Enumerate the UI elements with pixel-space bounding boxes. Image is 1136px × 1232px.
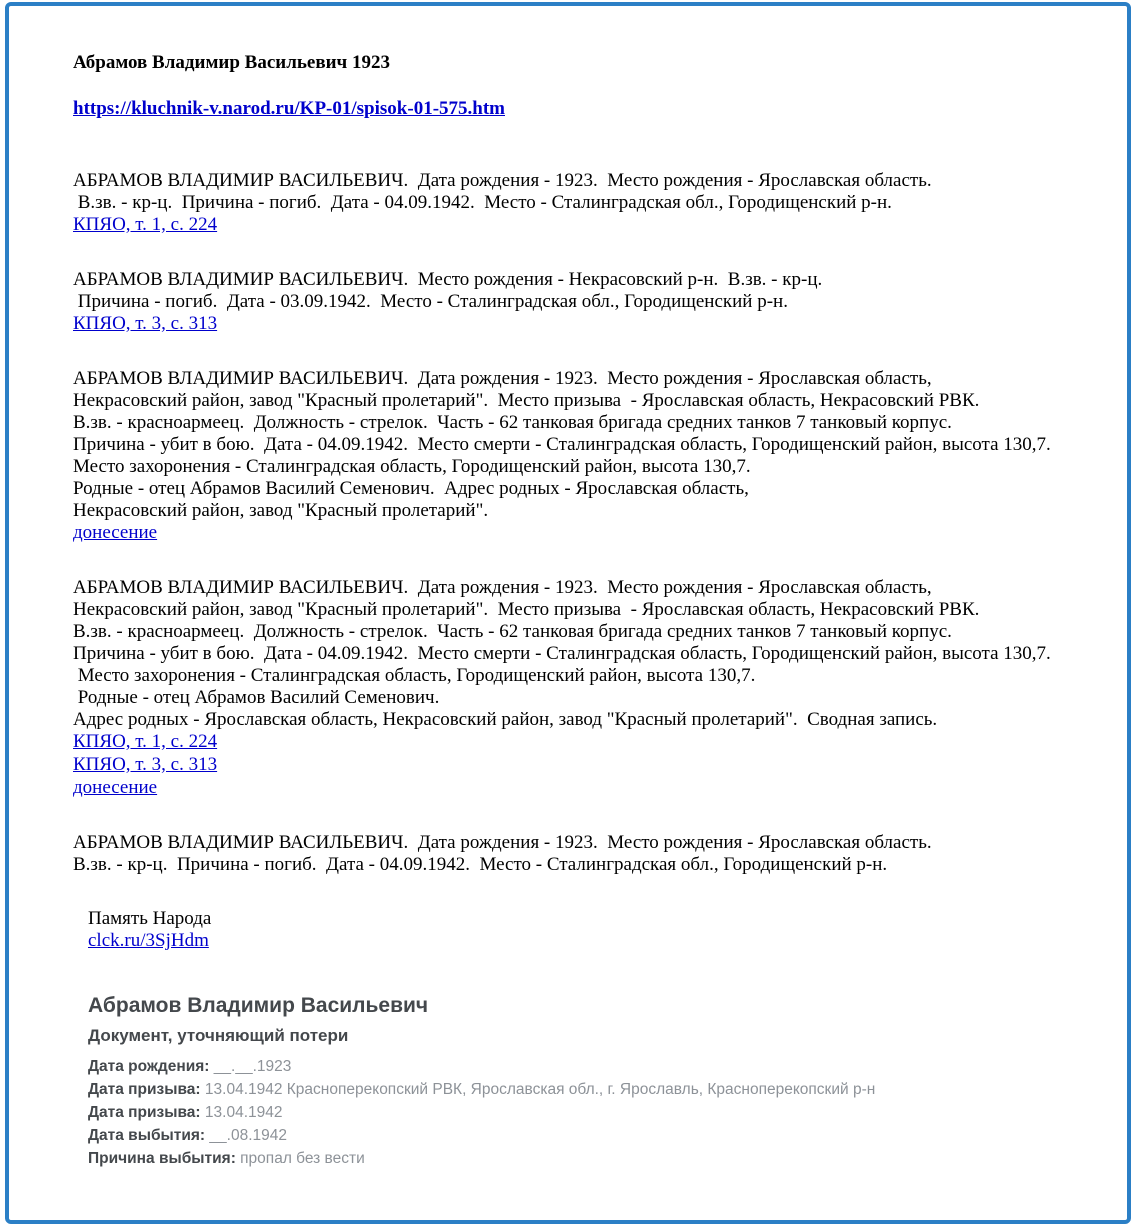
record-link-row	[73, 522, 1126, 545]
record	[73, 269, 1126, 336]
card-field-row	[88, 1078, 1126, 1101]
card-field-row	[88, 1147, 1126, 1170]
record-line: АБРАМОВ ВЛАДИМИР ВАСИЛЬЕВИЧ. Место рождения - Некрасовский р-н. В.зв. - кр-ц.	[73, 269, 823, 290]
record-line: Родные - отец Абрамов Василий Семенович. Адрес родных - Ярославская область,	[73, 478, 749, 499]
record-link-row	[73, 754, 1126, 777]
card-name: Абрамов Владимир Васильевич	[88, 994, 429, 1017]
record	[73, 577, 1126, 800]
record-line: Причина - убит в бою. Дата - 04.09.1942. Место смерти - Сталинградская область, Городищенский район, высота 130,7.	[73, 643, 1051, 664]
record-line: В.зв. - красноармеец. Должность - стрелок. Часть - 62 танковая бригада средних танков 7 танковый корпус.	[73, 412, 952, 433]
card-field-value: __.__.1923	[209, 1058, 292, 1075]
card-field-label: Дата рождения:	[88, 1058, 210, 1075]
card-fields	[88, 1055, 1126, 1170]
card-field-label: Дата выбытия:	[88, 1127, 206, 1144]
person-card	[88, 993, 1126, 1170]
record-link-row	[73, 313, 1126, 336]
record-link-row	[73, 214, 1126, 237]
record-line: Причина - погиб. Дата - 03.09.1942. Место - Сталинградская обл., Городищенский р-н.	[73, 291, 788, 312]
record	[73, 832, 1126, 876]
record-line: АБРАМОВ ВЛАДИМИР ВАСИЛЬЕВИЧ. Дата рождения - 1923. Место рождения - Ярославская область.	[73, 832, 932, 853]
record-link[interactable]: КПЯО, т. 1, с. 224	[73, 214, 218, 235]
card-field-value: пропал без вести	[235, 1150, 365, 1167]
record-line: Родные - отец Абрамов Василий Семенович.	[73, 687, 440, 708]
record-link[interactable]: КПЯО, т. 3, с. 313	[73, 313, 218, 334]
records-list	[73, 170, 1126, 876]
record-line: Адрес родных - Ярославская область, Некрасовский район, завод "Красный пролетарий". Сводная запись.	[73, 709, 938, 730]
record-line: В.зв. - красноармеец. Должность - стрелок. Часть - 62 танковая бригада средних танков 7 танковый корпус.	[73, 621, 952, 642]
record-line: Некрасовский район, завод "Красный пролетарий". Место призыва - Ярославская область, Некрасовский РВК.	[73, 599, 980, 620]
memory-section	[88, 908, 1126, 953]
card-field-label: Дата призыва:	[88, 1081, 201, 1098]
memory-link[interactable]: clck.ru/3SjHdm	[88, 930, 209, 951]
card-field-value: 13.04.1942	[200, 1104, 283, 1121]
record-line: Место захоронения - Сталинградская область, Городищенский район, высота 130,7.	[73, 665, 756, 686]
record-link-row	[73, 731, 1126, 754]
record-link-row	[73, 777, 1126, 800]
record-line: Некрасовский район, завод "Красный пролетарий".	[73, 500, 489, 521]
record	[73, 368, 1126, 545]
record-link[interactable]: КПЯО, т. 1, с. 224	[73, 731, 218, 752]
card-field-value: __.08.1942	[205, 1127, 287, 1144]
record	[73, 170, 1126, 237]
record-link[interactable]: донесение	[73, 522, 158, 543]
card-field-label: Причина выбытия:	[88, 1150, 236, 1167]
card-field-label: Дата призыва:	[88, 1104, 201, 1121]
card-field-row	[88, 1124, 1126, 1147]
card-field-row	[88, 1055, 1126, 1078]
record-line: В.зв. - кр-ц. Причина - погиб. Дата - 04.09.1942. Место - Сталинградская обл., Городищенский р-н.	[73, 854, 888, 875]
record-line: В.зв. - кр-ц. Причина - погиб. Дата - 04.09.1942. Место - Сталинградская обл., Городищенский р-н.	[73, 192, 892, 213]
record-link[interactable]: КПЯО, т. 3, с. 313	[73, 754, 218, 775]
record-line: АБРАМОВ ВЛАДИМИР ВАСИЛЬЕВИЧ. Дата рождения - 1923. Место рождения - Ярославская область.	[73, 170, 932, 191]
card-doc-type: Документ, уточняющий потери	[88, 1026, 349, 1045]
memory-label: Память Народа	[88, 908, 212, 929]
record-line: Причина - убит в бою. Дата - 04.09.1942. Место смерти - Сталинградская область, Городищенский район, высота 130,7.	[73, 434, 1051, 455]
card-field-value: 13.04.1942 Красноперекопский РВК, Ярославская обл., г. Ярославль, Красноперекопский р-н	[200, 1081, 876, 1098]
record-line: АБРАМОВ ВЛАДИМИР ВАСИЛЬЕВИЧ. Дата рождения - 1923. Место рождения - Ярославская область,	[73, 368, 932, 389]
page-title: Абрамов Владимир Васильевич 1923	[73, 52, 391, 73]
record-line: Некрасовский район, завод "Красный пролетарий". Место призыва - Ярославская область, Некрасовский РВК.	[73, 390, 980, 411]
record-link[interactable]: донесение	[73, 777, 158, 798]
memory-link-row	[88, 930, 1126, 953]
record-line: Место захоронения - Сталинградская область, Городищенский район, высота 130,7.	[73, 456, 751, 477]
source-url-link[interactable]: https://kluchnik-v.narod.ru/KP-01/spisok-01-575.htm	[73, 98, 505, 119]
record-line: АБРАМОВ ВЛАДИМИР ВАСИЛЬЕВИЧ. Дата рождения - 1923. Место рождения - Ярославская область,	[73, 577, 932, 598]
card-field-row	[88, 1101, 1126, 1124]
